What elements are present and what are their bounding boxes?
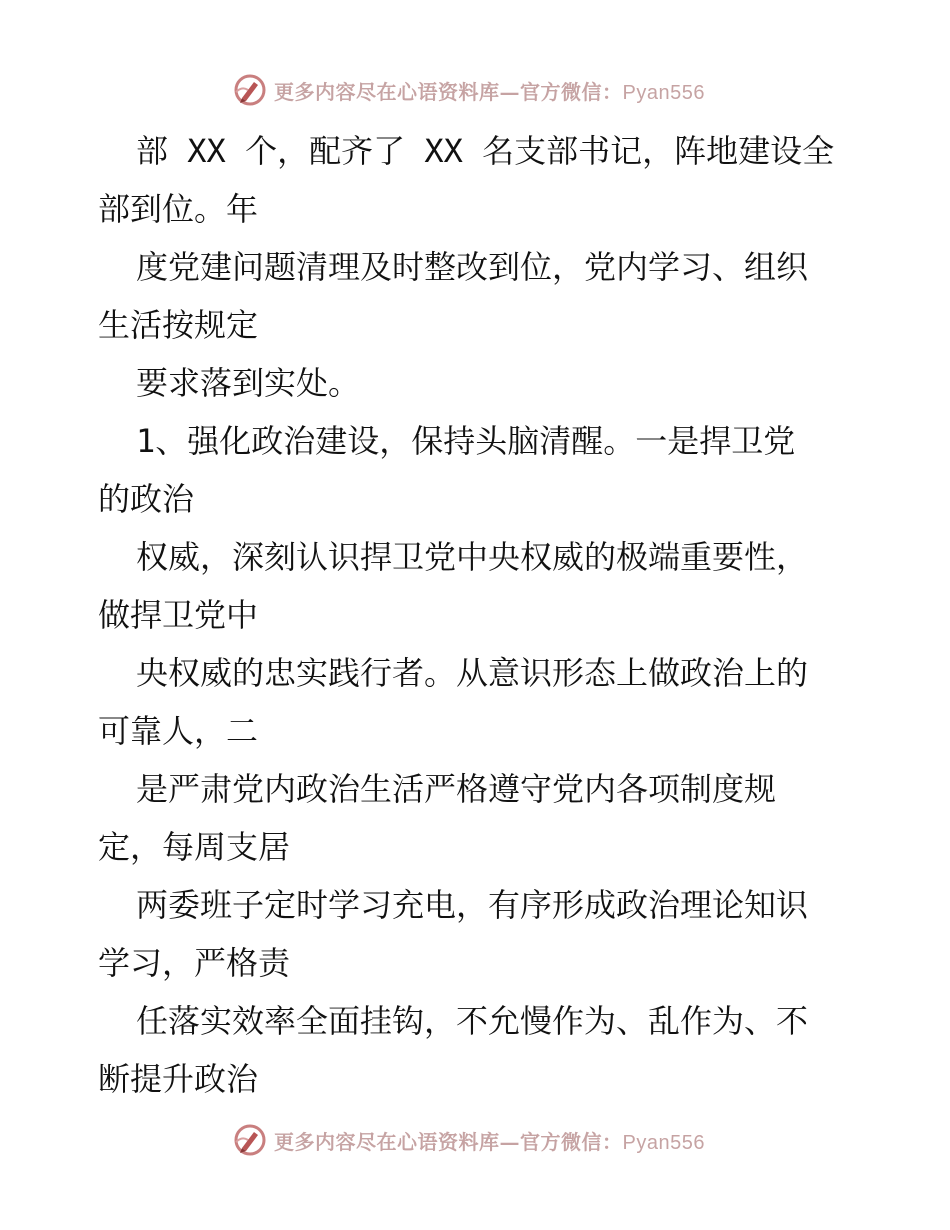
text-line: 做捍卫党中 <box>98 596 259 634</box>
text-line: 央权威的忠实践行者。从意识形态上做政治上的 <box>136 654 809 692</box>
footer-watermark <box>232 1120 705 1160</box>
pen-logo-icon <box>232 1122 268 1158</box>
watermark-text: 更多内容尽在心语资料库—官方微信：Pyan556 <box>274 1129 705 1154</box>
pen-logo-icon <box>232 72 268 108</box>
text-line: 学习，严格责 <box>98 944 291 982</box>
watermark-text: 更多内容尽在心语资料库—官方微信：Pyan556 <box>274 79 705 104</box>
text-line: 任落实效率全面挂钩，不允慢作为、乱作为、不 <box>136 1002 809 1040</box>
text-line: 的政治 <box>98 480 195 518</box>
text-line: 断提升政治 <box>98 1060 259 1098</box>
text-line: 定，每周支居 <box>98 828 291 866</box>
header-watermark <box>232 70 705 110</box>
text-line: 可靠人，二 <box>98 712 259 750</box>
text-line: 部到位。年 <box>98 190 259 228</box>
document-body <box>98 122 858 1108</box>
text-line: 1、强化政治建设，保持头脑清醒。一是捍卫党 <box>136 422 796 460</box>
text-line: 两委班子定时学习充电，有序形成政治理论知识 <box>136 886 809 924</box>
text-line: 要求落到实处。 <box>136 364 361 402</box>
text-line: 度党建问题清理及时整改到位，党内学习、组织 <box>136 248 809 286</box>
text-line: 生活按规定 <box>98 306 259 344</box>
text-line: 权威，深刻认识捍卫党中央权威的极端重要性， <box>136 538 809 576</box>
text-line: 是严肃党内政治生活严格遵守党内各项制度规 <box>136 770 777 808</box>
text-line: 部 XX 个，配齐了 XX 名支部书记，阵地建设全 <box>136 132 835 170</box>
